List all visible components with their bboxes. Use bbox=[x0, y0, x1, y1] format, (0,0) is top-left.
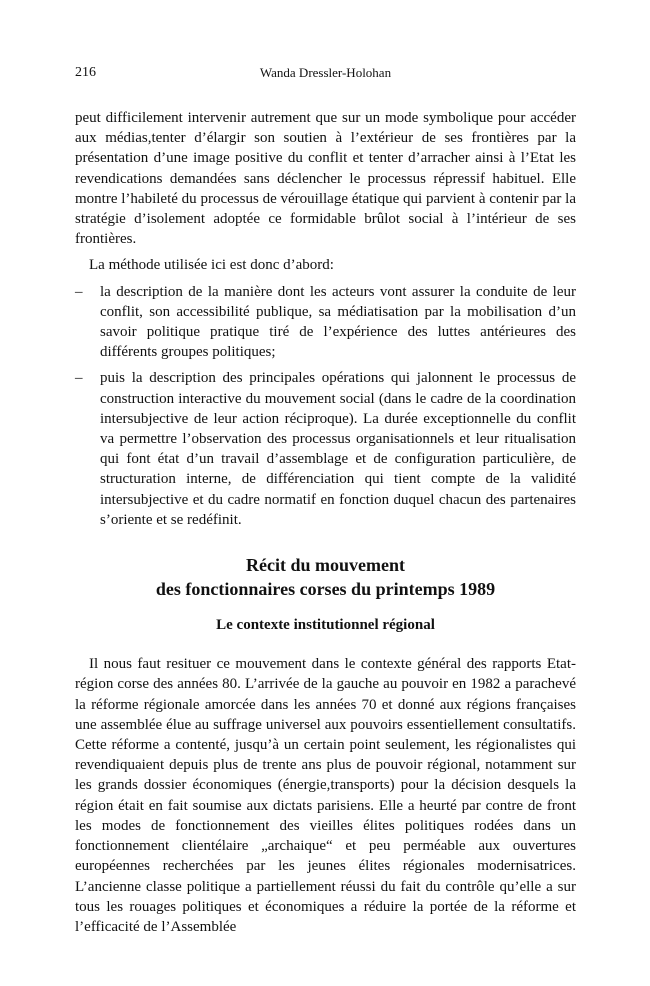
list-dash: – bbox=[75, 283, 83, 300]
section-title-line-2: des fonctionnaires corses du printemps 1989 bbox=[155, 579, 496, 600]
running-title: Wanda Dressler-Holohan bbox=[259, 65, 392, 80]
paragraph: peut difficilement intervenir autrement que sur un mode symbolique pour accéder aux médias,tenter d’élargir son soutien à l’extérieur de ses frontières par la présentation d’une image positive du conflit et tenter d’arracher ainsi à l’Etat les revendications demandées sans déclencher le processus répressif habituel. Elle montre l’habileté du processus de vérouillage étatique qui parvient à contenir par la stratégie d’isolement adoptée ce formidable brûlot social à l’intérieur de ses frontières. bbox=[75, 110, 576, 248]
section-title bbox=[75, 553, 576, 601]
running-head bbox=[75, 65, 576, 87]
list-dash: – bbox=[75, 370, 83, 387]
section-title-line-1: Récit du mouvement bbox=[246, 555, 405, 576]
page-body bbox=[75, 108, 576, 937]
list-item-text: la description de la manière dont les acteurs vont assurer la conduite de leur conflit, son accessibilité publique, sa médiatisation par la mobilisation d’un savoir politique pratique tiré de l’expérience des luttes antérieures des différents groupes politiques; bbox=[100, 283, 576, 361]
method-list bbox=[75, 282, 576, 530]
subsection-title: Le contexte institutionnel régional bbox=[216, 617, 435, 634]
page-number: 216 bbox=[75, 65, 96, 80]
list-item bbox=[75, 368, 576, 530]
list-item bbox=[75, 282, 576, 363]
list-item-text: puis la description des principales opérations qui jalonnent le processus de construction interactive du mouvement social (dans le cadre de la coordination intersubjective de leur action réciproque). La durée exceptionnelle du conflit va permettre l’observation des processus organisationnels et leur ritualisation qui font état d’un travail d’assemblage et de configuration particulière, de structuration interne, de différenciation qui tient compte de la validité intersubjective et du cadre normatif en fonction duquel chacun des partenaires s’oriente et se redéfinit. bbox=[100, 370, 576, 528]
paragraph: Il nous faut resituer ce mouvement dans le contexte général des rapports Etat-région corse des années 80. L’arrivée de la gauche au pouvoir en 1982 a parachevé la réforme régionale amorcée dans les années 70 et donné aux régions françaises une assemblée élue au suffrage universel aux pouvoirs essentiellement consultatifs. Cette réforme a contenté, jusqu’à un certain point seulement, les régionalistes qui revendiquaient depuis plus de trente ans plus de pouvoir régional, notamment sur les grands dossier économiques (énergie,transports) pour la décision desquels la région était en fait soumise aux dictats parisiens. Elle a heurté par contre de front les modes de fonctionnement des vieilles élites politiques rodées dans un fonctionnement clientélaire „archaique“ et peu perméable aux ouvertures européennes recherchées par les jeunes élites régionales modernisatrices. L’ancienne classe politique a partiellement réussi du fait du contrôle qu’elle a sur tous les rouages politiques et économiques a réduire la portée de la réforme et l’efficacité de l’Assemblée bbox=[75, 656, 576, 935]
paragraph: La méthode utilisée ici est donc d’abord: bbox=[89, 257, 334, 274]
book-page bbox=[75, 65, 576, 937]
